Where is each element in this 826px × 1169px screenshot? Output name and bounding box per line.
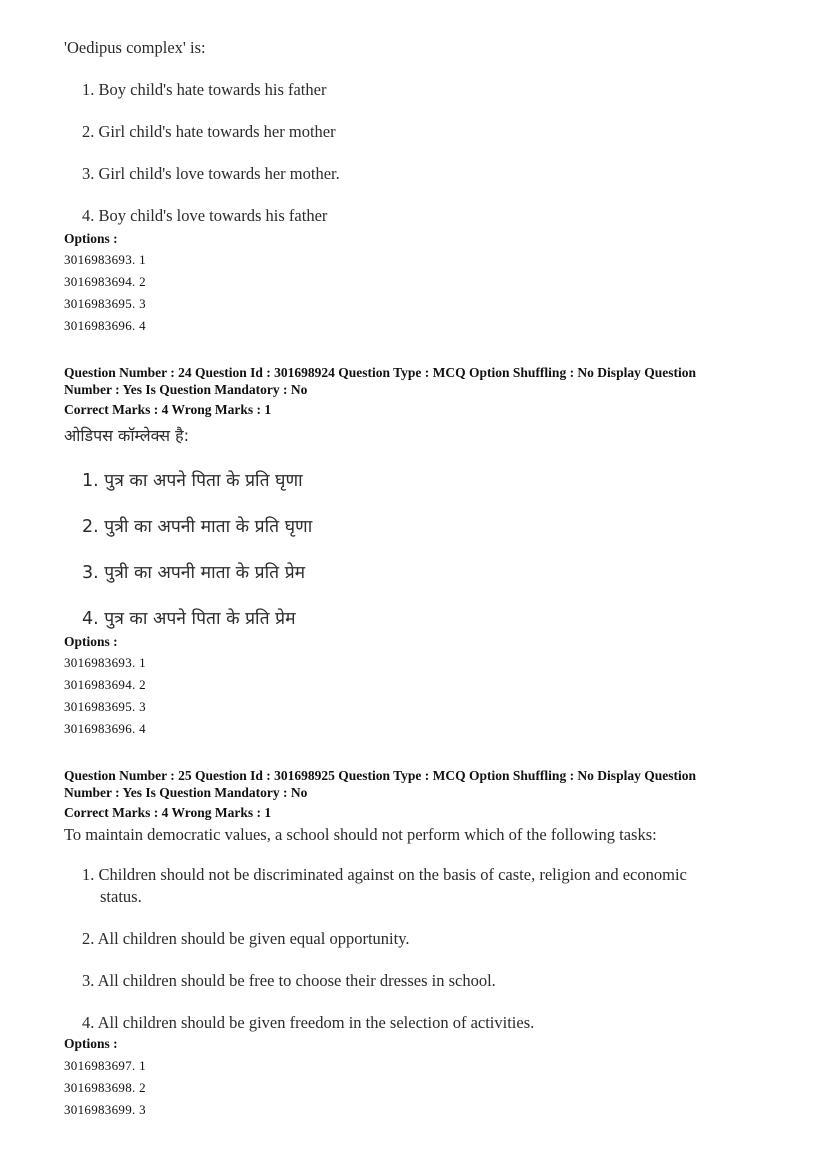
choice-3: 3. Girl child's love towards her mother. xyxy=(82,164,340,183)
choice-4: 4. Boy child's love towards his father xyxy=(82,206,328,225)
question-meta: Question Number : 24 Question Id : 301698924 Question Type : MCQ Option Shuffling : No Display Question xyxy=(64,365,696,380)
option-id: 3016983694. 2 xyxy=(64,274,146,289)
options-label: Options : xyxy=(64,634,118,649)
option-id: 3016983698. 2 xyxy=(64,1080,146,1095)
question-marks: Correct Marks : 4 Wrong Marks : 1 xyxy=(64,805,272,820)
options-label: Options : xyxy=(64,1036,118,1051)
question-text: To maintain democratic values, a school should not perform which of the following tasks: xyxy=(64,825,657,844)
choice-2: 2. पुत्री का अपनी माता के प्रति घृणा xyxy=(82,517,313,537)
option-id: 3016983695. 3 xyxy=(64,699,146,714)
option-id: 3016983696. 4 xyxy=(64,721,146,736)
option-id: 3016983695. 3 xyxy=(64,296,146,311)
choice-4: 4. पुत्र का अपने पिता के प्रति प्रेम xyxy=(82,609,296,629)
choice-1: 1. Children should not be discriminated against on the basis of caste, religion and economic xyxy=(82,865,687,884)
option-id: 3016983696. 4 xyxy=(64,318,146,333)
choice-1: 1. Boy child's hate towards his father xyxy=(82,80,327,99)
choice-1-continuation: status. xyxy=(100,887,142,906)
option-id: 3016983694. 2 xyxy=(64,677,146,692)
option-id: 3016983693. 1 xyxy=(64,252,146,267)
choice-4: 4. All children should be given freedom in the selection of activities. xyxy=(82,1013,535,1032)
choice-3: 3. पुत्री का अपनी माता के प्रति प्रेम xyxy=(82,563,306,583)
question-meta: Number : Yes Is Question Mandatory : No xyxy=(64,785,308,800)
option-id: 3016983693. 1 xyxy=(64,655,146,670)
question-meta: Question Number : 25 Question Id : 301698925 Question Type : MCQ Option Shuffling : No Display Question xyxy=(64,768,696,783)
choice-1: 1. पुत्र का अपने पिता के प्रति घृणा xyxy=(82,471,303,491)
question-meta: Number : Yes Is Question Mandatory : No xyxy=(64,382,308,397)
option-id: 3016983699. 3 xyxy=(64,1102,146,1117)
question-text: 'Oedipus complex' is: xyxy=(64,38,206,57)
choice-2: 2. Girl child's hate towards her mother xyxy=(82,122,336,141)
choice-3: 3. All children should be free to choose their dresses in school. xyxy=(82,971,496,990)
options-label: Options : xyxy=(64,231,118,246)
option-id: 3016983697. 1 xyxy=(64,1058,146,1073)
choice-2: 2. All children should be given equal opportunity. xyxy=(82,929,410,948)
question-marks: Correct Marks : 4 Wrong Marks : 1 xyxy=(64,402,272,417)
question-text: ओडिपस कॉम्लेक्स है: xyxy=(64,426,190,445)
